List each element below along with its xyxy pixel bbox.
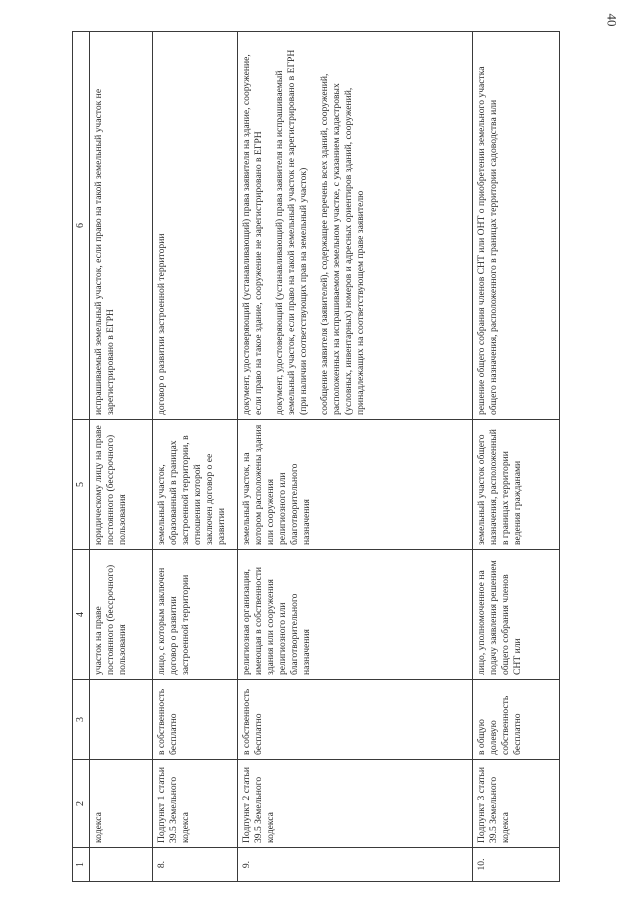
row-number-cell — [90, 848, 153, 882]
table-row — [473, 32, 560, 882]
documents-cell — [90, 32, 153, 420]
header-row — [73, 32, 90, 882]
header-cell: 5 — [73, 420, 90, 550]
land-plot-cell: земельный участок, образованный в границах застроенной территории, в отношении которой заключен договор о ее развитии — [153, 420, 238, 550]
right-type-cell: в собственность бесплатно — [238, 680, 473, 760]
page-number: 40 — [604, 13, 620, 27]
document-item: решение общего собрания членов СНТ или ОНТ о приобретении земельного участка общего назначения, расположенного в границах территории садоводства или — [476, 66, 499, 415]
documents-cell — [153, 32, 238, 420]
applicant-cell: участок на праве постоянного (бессрочного) пользования — [90, 550, 153, 680]
document-item: испрашиваемый земельный участок, если право на такой земельный участок не зарегистрировано в ЕГРН — [93, 88, 116, 415]
header-cell: 1 — [73, 848, 90, 882]
document-item: сообщение заявителя (заявителей), содержащее перечень всех зданий, сооружений, расположенных на испрашиваемом земельном участке, с указанием кадастровых (условных, инвентарных) номеров и адресных ориентиров зданий, сооружений, принадлежащих на соответствующем праве заявителю — [318, 73, 366, 415]
documents-cell — [238, 32, 473, 420]
applicant-cell: лицо, уполномоченное на подачу заявления решением общего собрания членов СНТ или — [473, 550, 560, 680]
land-plot-cell: земельный участок, на котором расположены здания или сооружения религиозного или благотворительного назначения — [238, 420, 473, 550]
row-number-cell: 10. — [473, 848, 560, 882]
legal-basis-cell: Подпункт 3 статьи 39.5 Земельного кодекса — [473, 760, 560, 848]
header-cell: 3 — [73, 680, 90, 760]
land-provision-table — [72, 31, 560, 882]
legal-basis-cell: Подпункт 1 статьи 39.5 Земельного кодекса — [153, 760, 238, 848]
right-type-cell: в собственность бесплатно — [153, 680, 238, 760]
table-row — [238, 32, 473, 882]
rotated-table-wrapper — [72, 32, 540, 882]
legal-basis-cell: Подпункт 2 статьи 39.5 Земельного кодекса — [238, 760, 473, 848]
right-type-cell — [90, 680, 153, 760]
header-cell: 6 — [73, 32, 90, 420]
document-item: документ, удостоверяющий (устанавливающий) права заявителя на здание, сооружение, если право на такое здание, сооружение не зарегистрировано в ЕГРН — [241, 54, 264, 415]
header-cell: 2 — [73, 760, 90, 848]
documents-cell — [473, 32, 560, 420]
document-item: договор о развитии застроенной территории — [156, 233, 167, 415]
header-cell: 4 — [73, 550, 90, 680]
legal-basis-cell: кодекса — [90, 760, 153, 848]
row-number-cell: 8. — [153, 848, 238, 882]
row-number-cell: 9. — [238, 848, 473, 882]
land-plot-cell: юридическому лицу на праве постоянного (бессрочного) пользования — [90, 420, 153, 550]
table-row-continuation — [90, 32, 153, 882]
land-plot-cell: земельный участок общего назначения, расположенный в границах территории ведения гражданами — [473, 420, 560, 550]
table-row — [153, 32, 238, 882]
document-item: документ, удостоверяющий (устанавливающий) права заявителя на испрашиваемый земельный участок, если право на такой земельный участок не зарегистрировано в ЕГРН (при наличии соответствующих прав на земельный участок) — [273, 49, 309, 415]
applicant-cell: религиозная организация, имеющая в собственности здания или сооружения религиозного или благотворительного назначения — [238, 550, 473, 680]
applicant-cell: лицо, с которым заключен договор о развитии застроенной территории — [153, 550, 238, 680]
right-type-cell: в общую долевую собственность бесплатно — [473, 680, 560, 760]
